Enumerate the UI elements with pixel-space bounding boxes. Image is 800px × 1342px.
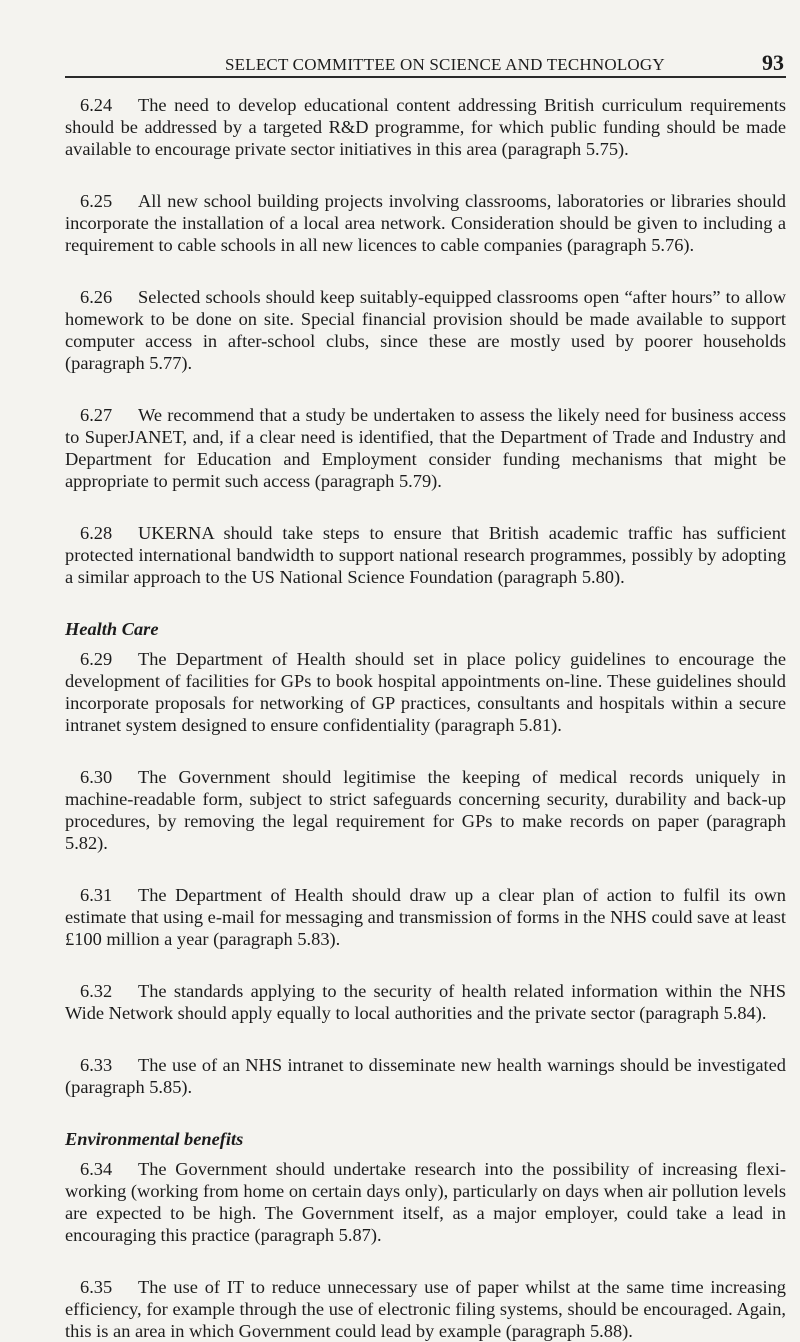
- paragraph-number: 6.33: [80, 1055, 113, 1075]
- document-body: [65, 78, 786, 1342]
- paragraph-text: The standards applying to the security of health related information within the NHS Wide Network should apply equally to local authorities and the private sector (paragraph 5.84).: [65, 981, 786, 1023]
- paragraph-6-27: [65, 404, 786, 492]
- paragraph-6-31: [65, 884, 786, 950]
- paragraph-text: Selected schools should keep suitably-equipped classrooms open “after hours” to allow homework to be done on site. Special financial provision should be made available to support computer access in after-school clubs, since these are mostly used by poorer households (paragraph 5.77).: [65, 287, 786, 373]
- paragraph-text: The use of IT to reduce unnecessary use of paper whilst at the same time increasing efficiency, for example through the use of electronic filing systems, should be encouraged. Again, this is an area in which Government could lead by example (paragraph 5.88).: [65, 1277, 786, 1341]
- paragraph-number: 6.24: [80, 95, 113, 115]
- paragraph-text: The Government should undertake research into the possibility of increasing flexi-working (working from home on certain days only), particularly on days when air pollution levels are expected to be high. The Government itself, as a major employer, could take a lead in encouraging this practice (paragraph 5.87).: [65, 1159, 786, 1245]
- paragraph-6-34: [65, 1158, 786, 1246]
- paragraph-text: The use of an NHS intranet to disseminate new health warnings should be investigated (paragraph 5.85).: [65, 1055, 786, 1097]
- paragraph-text: The Government should legitimise the keeping of medical records uniquely in machine-readable form, subject to strict safeguards concerning security, durability and back-up procedures, by removing the legal requirement for GPs to make records on paper (paragraph 5.82).: [65, 767, 786, 853]
- paragraph-number: 6.29: [80, 649, 113, 669]
- paragraph-6-25: [65, 190, 786, 256]
- paragraph-number: 6.30: [80, 767, 113, 787]
- paragraph-text: We recommend that a study be undertaken to assess the likely need for business access to SuperJANET, and, if a clear need is identified, that the Department of Trade and Industry and Department for Education and Employment consider funding mechanisms that might be appropriate to permit such access (paragraph 5.79).: [65, 405, 786, 491]
- section-heading-environmental-benefits: Environmental benefits: [65, 1129, 244, 1149]
- paragraph-text: All new school building projects involving classrooms, laboratories or libraries should incorporate the installation of a local area network. Consideration should be given to including a requirement to cable schools in all new licences to cable companies (paragraph 5.76).: [65, 191, 786, 255]
- paragraph-6-26: [65, 286, 786, 374]
- paragraph-number: 6.32: [80, 981, 113, 1001]
- paragraph-text: The Department of Health should set in place policy guidelines to encourage the development of facilities for GPs to book hospital appointments on-line. These guidelines should incorporate proposals for networking of GP practices, consultants and hospitals within a secure intranet system designed to ensure confidentiality (paragraph 5.81).: [65, 649, 786, 735]
- page-number: 93: [762, 50, 784, 75]
- section-heading-health-care: Health Care: [65, 619, 159, 639]
- paragraph-number: 6.26: [80, 287, 113, 307]
- paragraph-6-32: [65, 980, 786, 1024]
- paragraph-number: 6.35: [80, 1277, 113, 1297]
- running-header: [65, 0, 786, 78]
- paragraph-6-35: [65, 1276, 786, 1342]
- paragraph-6-33: [65, 1054, 786, 1098]
- paragraph-6-28: [65, 522, 786, 588]
- paragraph-number: 6.25: [80, 191, 113, 211]
- paragraph-6-30: [65, 766, 786, 854]
- paragraph-number: 6.27: [80, 405, 113, 425]
- paragraph-6-24: [65, 94, 786, 160]
- paragraph-text: The need to develop educational content addressing British curriculum requirements should be addressed by a targeted R&D programme, for which public funding should be made available to encourage private sector initiatives in this area (paragraph 5.75).: [65, 95, 786, 159]
- paragraph-number: 6.31: [80, 885, 113, 905]
- paragraph-text: UKERNA should take steps to ensure that British academic traffic has sufficient protected international bandwidth to support national research programmes, possibly by adopting a similar approach to the US National Science Foundation (paragraph 5.80).: [65, 523, 786, 587]
- paragraph-text: The Department of Health should draw up a clear plan of action to fulfil its own estimate that using e-mail for messaging and transmission of forms in the NHS could save at least £100 million a year (paragraph 5.83).: [65, 885, 786, 949]
- paragraph-6-29: [65, 648, 786, 736]
- paragraph-number: 6.34: [80, 1159, 113, 1179]
- paragraph-number: 6.28: [80, 523, 113, 543]
- header-title: SELECT COMMITTEE ON SCIENCE AND TECHNOLOGY: [225, 55, 665, 74]
